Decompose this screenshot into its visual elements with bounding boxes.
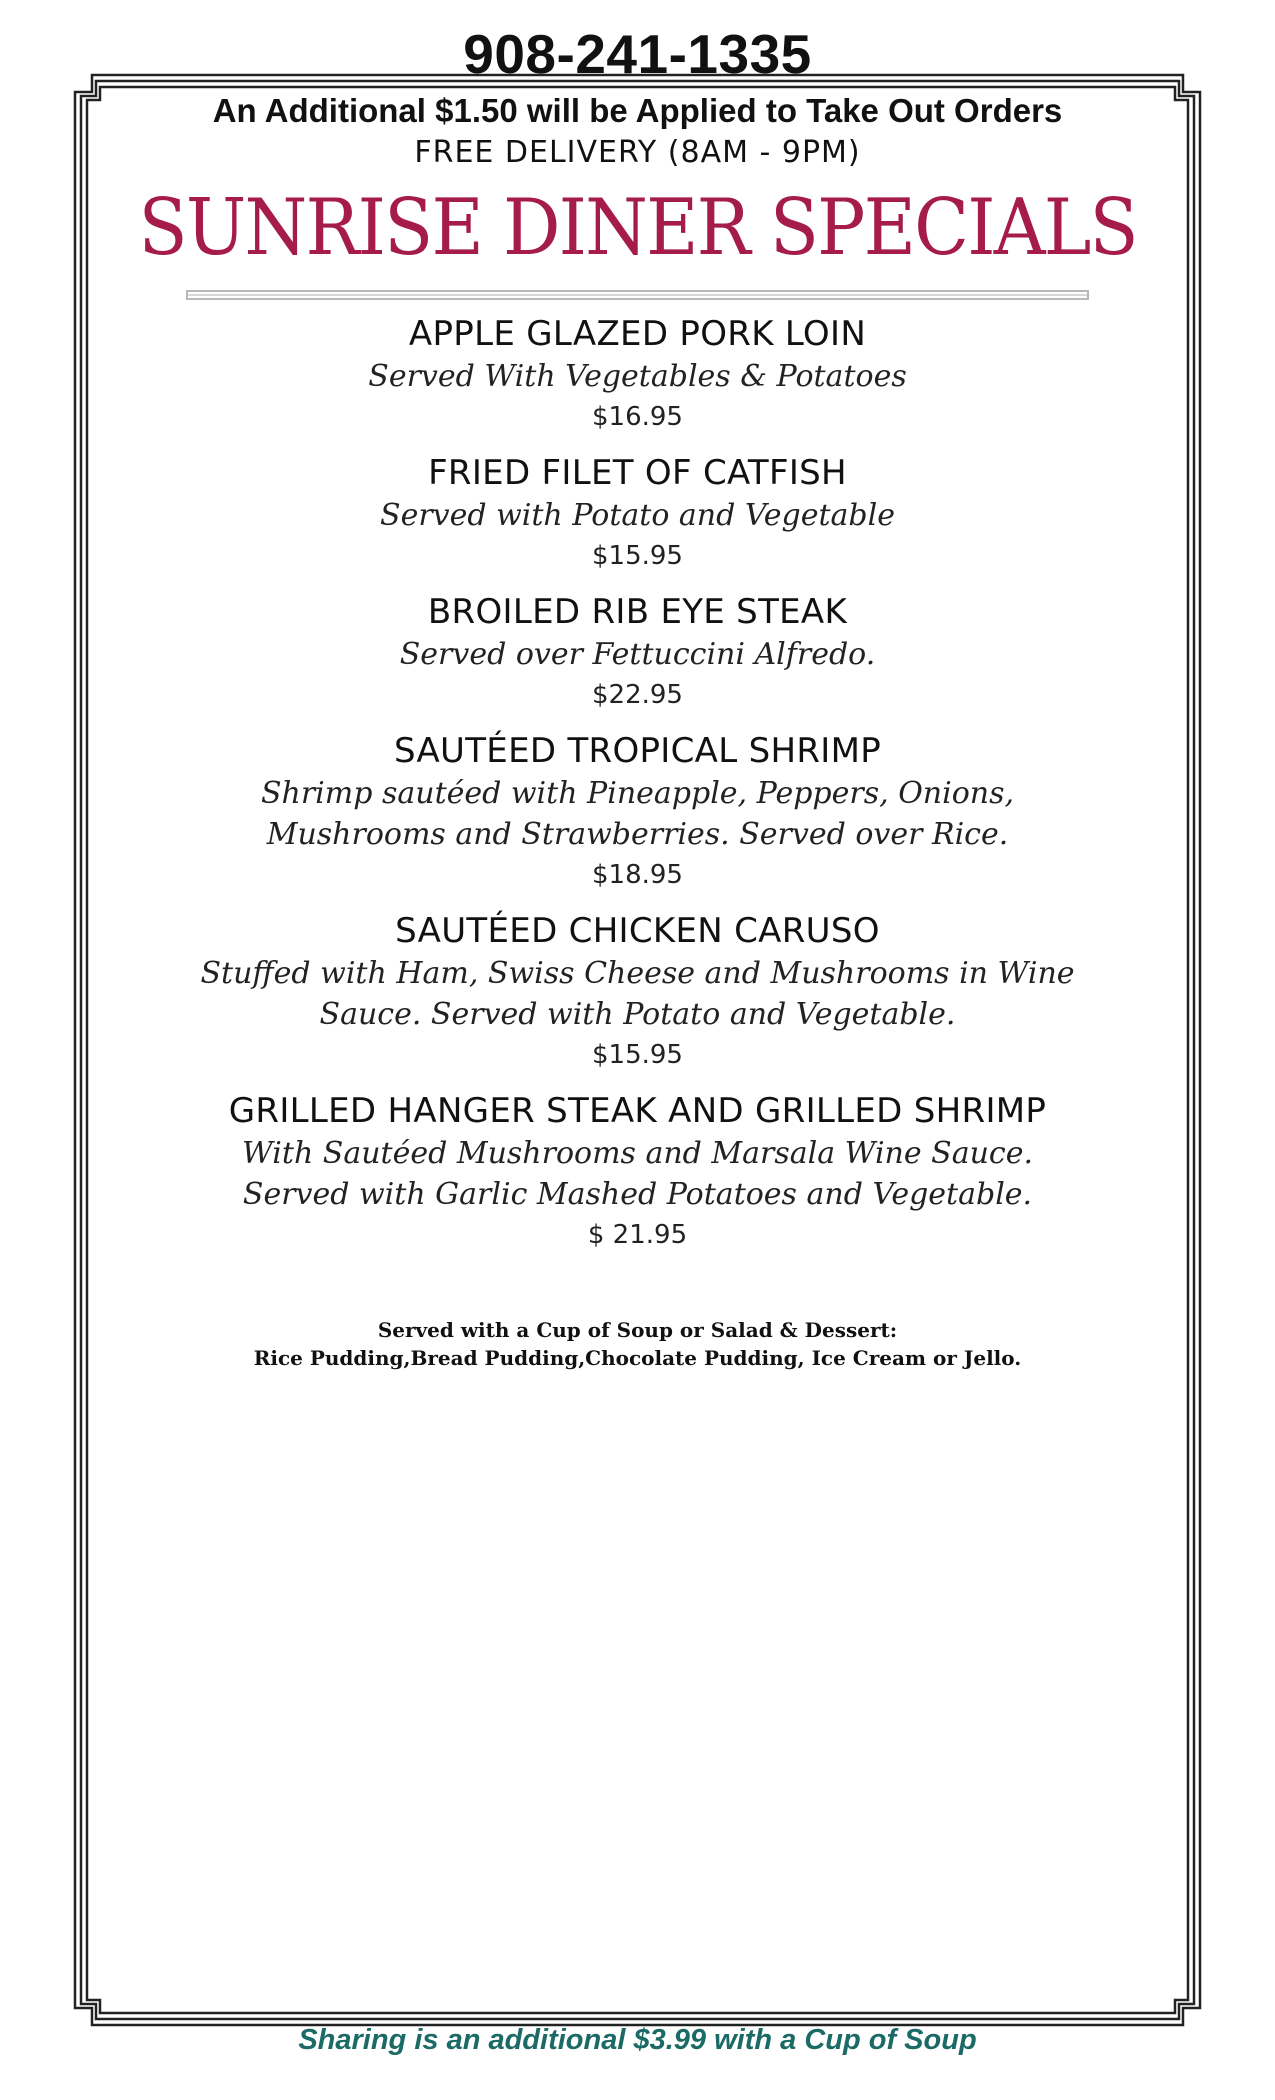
specials-list <box>0 312 1275 1269</box>
item-name: FRIED FILET OF CATFISH <box>428 453 847 493</box>
free-delivery-note: FREE DELIVERY (8AM - 9PM) <box>414 135 861 170</box>
menu-item <box>0 909 1275 1075</box>
item-description: Served with Potato and Vegetable <box>380 498 895 533</box>
dessert-options-line: Rice Pudding,Bread Pudding,Chocolate Pudding, Ice Cream or Jello. <box>253 1346 1022 1370</box>
sharing-surcharge-note: Sharing is an additional $3.99 with a Cup of Soup <box>298 2024 977 2056</box>
item-description: Served over Fettuccini Alfredo. <box>399 637 876 672</box>
item-name: BROILED RIB EYE STEAK <box>427 592 848 632</box>
title-divider <box>186 290 1089 300</box>
item-price: $15.95 <box>592 541 683 571</box>
takeout-surcharge-note: An Additional $1.50 will be Applied to Take Out Orders <box>212 92 1063 129</box>
menu-item <box>0 1089 1275 1255</box>
item-description: Shrimp sautéed with Pineapple, Peppers, Onions, Mushrooms and Strawberries. Served over Rice. <box>260 776 1015 852</box>
item-name: SAUTÉED TROPICAL SHRIMP <box>393 731 882 771</box>
item-description: Stuffed with Ham, Swiss Cheese and Mushrooms in Wine Sauce. Served with Potato and Vegetable. <box>200 956 1075 1032</box>
item-description: Served With Vegetables & Potatoes <box>368 359 907 394</box>
item-price: $22.95 <box>592 680 683 710</box>
item-name: SAUTÉED CHICKEN CARUSO <box>395 911 880 951</box>
item-price: $ 21.95 <box>587 1220 688 1250</box>
item-name: APPLE GLAZED PORK LOIN <box>408 314 867 354</box>
item-name: GRILLED HANGER STEAK AND GRILLED SHRIMP <box>228 1091 1047 1131</box>
menu-title: SUNRISE DINER SPECIALS <box>138 183 1137 273</box>
menu-item <box>0 729 1275 895</box>
menu-item <box>0 590 1275 715</box>
served-with-line-1: Served with a Cup of Soup or Salad & Dessert: <box>377 1318 898 1342</box>
menu-item <box>0 451 1275 576</box>
phone-number: 908-241-1335 <box>463 23 812 85</box>
item-price: $16.95 <box>592 402 683 432</box>
item-price: $15.95 <box>592 1040 683 1070</box>
served-with-note <box>0 1316 1275 1372</box>
menu-item <box>0 312 1275 437</box>
item-description: With Sautéed Mushrooms and Marsala Wine Sauce. Served with Garlic Mashed Potatoes and Vegetable. <box>241 1136 1034 1212</box>
item-price: $18.95 <box>592 860 683 890</box>
